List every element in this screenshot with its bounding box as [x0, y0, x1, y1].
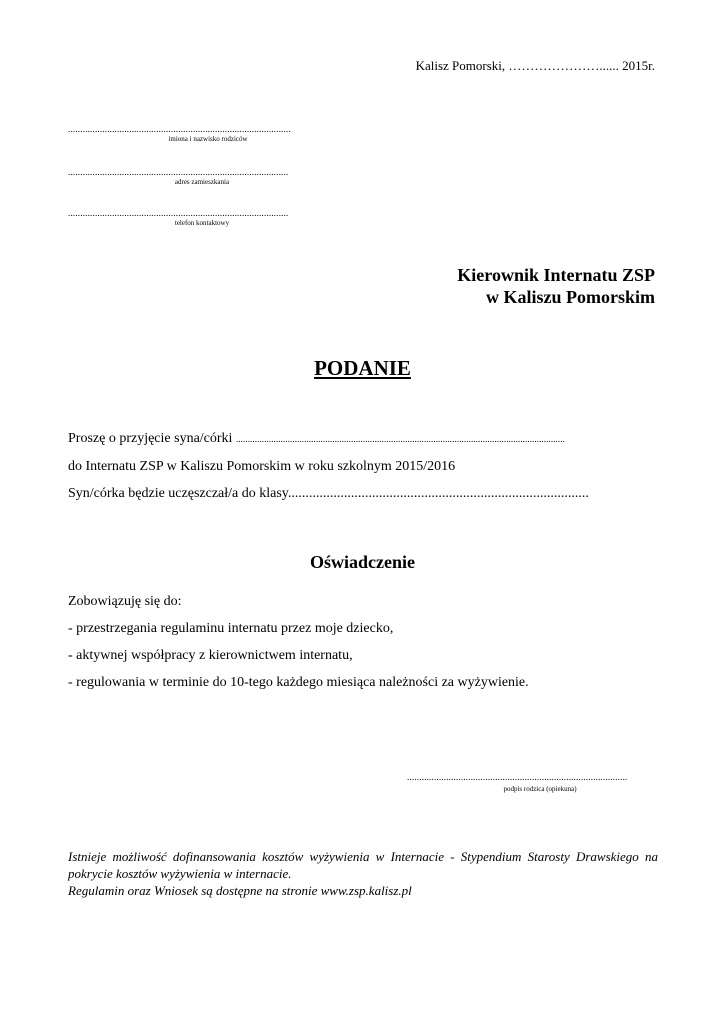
declaration-intro: Zobowiązuję się do: [68, 594, 182, 609]
child-name-field[interactable]: ............................................................................................................................................ [235, 434, 565, 444]
document-title: PODANIE [314, 356, 411, 380]
parents-name-caption: imiona i nazwisko rodziców [168, 135, 248, 143]
parents-name-field[interactable]: ........................................................................................... [68, 124, 291, 134]
request-line-1-text: Proszę o przyjęcie syna/córki [68, 431, 236, 446]
recipient-line-2: w Kaliszu Pomorskim [486, 287, 655, 307]
request-line-1 [68, 431, 565, 447]
declaration-item-1: - przestrzegania regulaminu internatu przez moje dziecko, [68, 621, 394, 636]
footnote [68, 848, 658, 899]
signature-field[interactable]: .......................................................................................... [407, 772, 628, 782]
phone-field[interactable]: .......................................................................................... [68, 208, 289, 218]
footnote-line-2: Regulamin oraz Wniosek są dostępne na stronie www.zsp.kalisz.pl [68, 883, 412, 898]
recipient-line-1: Kierownik Internatu ZSP [457, 265, 655, 285]
signature-caption: podpis rodzica (opiekuna) [503, 785, 577, 793]
recipient-block [457, 264, 655, 308]
phone-caption: telefon kontaktowy [174, 219, 230, 227]
address-field[interactable]: .......................................................................................... [68, 167, 289, 177]
place-date: Kalisz Pomorski, …………………...... 2015r. [415, 58, 655, 73]
request-line-3[interactable]: Syn/córka będzie uczęszczał/a do klasy...................................................................................... [68, 486, 589, 501]
declaration-item-3: - regulowania w terminie do 10-tego każdego miesiąca należności za wyżywienie. [68, 675, 529, 690]
declaration-title: Oświadczenie [310, 552, 415, 572]
declaration-item-2: - aktywnej współpracy z kierownictwem internatu, [68, 648, 353, 663]
footnote-line-1: Istnieje możliwość dofinansowania kosztów wyżywienia w Internacie - Stypendium Starosty Drawskiego na pokrycie kosztów wyżywienia w internacie. [68, 849, 658, 881]
address-caption: adres zamieszkania [174, 178, 230, 186]
request-line-2: do Internatu ZSP w Kaliszu Pomorskim w roku szkolnym 2015/2016 [68, 459, 456, 474]
